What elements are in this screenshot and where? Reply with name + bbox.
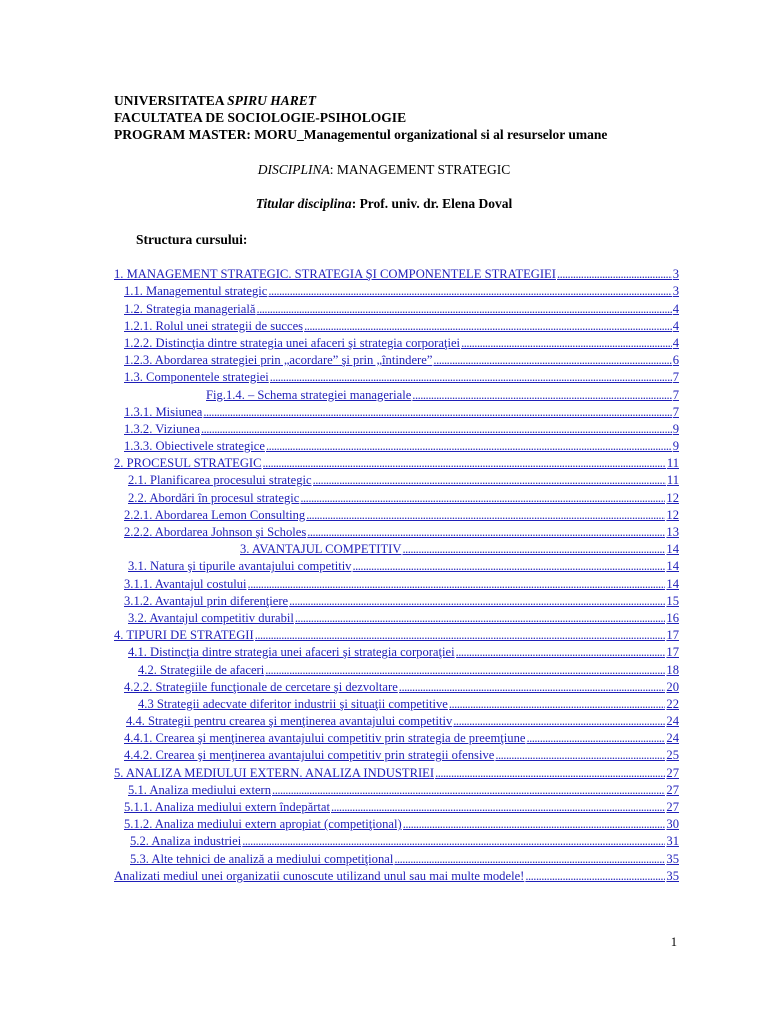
toc-dot-leader <box>453 714 665 728</box>
toc-dot-leader <box>304 319 672 333</box>
toc-dot-leader <box>256 302 671 316</box>
toc-entry-page[interactable]: 12 <box>666 490 679 505</box>
toc-entry-title[interactable]: 1.2. Strategia managerială <box>124 301 256 316</box>
toc-entry[interactable] <box>114 694 679 711</box>
program-line: PROGRAM MASTER: MORU_Managementul organizational si al resurselor umane <box>114 127 608 142</box>
toc-entry-title[interactable]: 5.2. Analiza industriei <box>130 834 242 849</box>
toc-entry-page[interactable]: 17 <box>666 628 679 643</box>
toc-entry[interactable] <box>114 487 679 504</box>
toc-entry-title[interactable]: 2.2.2. Abordarea Johnson şi Scholes <box>124 525 307 539</box>
toc-dot-leader <box>402 542 665 556</box>
toc-entry[interactable] <box>114 848 679 865</box>
university-name: SPIRU HARET <box>227 93 317 108</box>
discipline-name: MANAGEMENT STRATEGIC <box>336 162 511 177</box>
toc-entry[interactable] <box>114 745 679 762</box>
toc-entry-title[interactable]: 1.2.2. Distincţia dintre strategia unei afaceri şi strategia corporaţiei <box>124 335 461 350</box>
toc-dot-leader <box>331 800 665 814</box>
toc-entry-title[interactable]: 1.3.2. Viziunea <box>124 421 200 436</box>
toc-dot-leader <box>403 817 666 831</box>
toc-dot-leader <box>352 559 665 573</box>
toc-entry-page[interactable]: 7 <box>672 387 679 402</box>
toc-dot-leader <box>295 611 666 625</box>
toc-entry-page[interactable]: 11 <box>666 456 679 471</box>
toc-entry[interactable] <box>114 659 679 676</box>
toc-dot-leader <box>265 663 665 677</box>
toc-dot-leader <box>266 439 672 453</box>
toc-dot-leader <box>300 491 665 505</box>
toc-entry-page[interactable]: 13 <box>666 525 679 539</box>
toc-entry-title[interactable]: Fig.1.4. – Schema strategiei manageriale <box>206 387 412 402</box>
toc-entry-title[interactable]: 1.3.1. Misiunea <box>124 404 203 419</box>
toc-entry-page[interactable]: 7 <box>672 404 679 419</box>
toc-entry[interactable] <box>114 642 679 659</box>
toc-entry-page[interactable]: 14 <box>666 559 679 574</box>
university-prefix: UNIVERSITATEA <box>114 93 228 108</box>
toc-dot-leader <box>289 594 665 608</box>
toc-entry-title[interactable]: 3.1.1. Avantajul costului <box>124 576 247 591</box>
toc-entry[interactable] <box>114 866 679 883</box>
toc-entry-page[interactable]: 9 <box>672 439 679 454</box>
toc-entry[interactable] <box>114 573 679 590</box>
toc-entry-page[interactable]: 31 <box>666 834 679 849</box>
toc-entry-title[interactable]: 1.1. Managementul strategic <box>124 284 268 299</box>
titular-label: Titular disciplina <box>255 196 352 211</box>
toc-dot-leader <box>525 869 665 883</box>
toc-dot-leader <box>412 388 671 402</box>
toc-entry[interactable] <box>114 556 679 573</box>
toc-entry[interactable] <box>114 762 679 779</box>
toc-entry-title[interactable]: 4.2.2. Strategiile funcţionale de cercetare şi dezvoltare <box>124 679 398 694</box>
toc-dot-leader <box>201 422 672 436</box>
toc-entry-title[interactable]: 1.2.1. Rolul unei strategii de succes <box>124 318 304 333</box>
toc-entry-page[interactable]: 15 <box>666 593 679 608</box>
toc-entry-page[interactable]: 35 <box>666 851 679 866</box>
toc-entry[interactable] <box>114 522 679 539</box>
toc-dot-leader <box>263 456 666 470</box>
toc-entry[interactable] <box>114 677 679 694</box>
toc-entry-page[interactable]: 6 <box>672 353 679 368</box>
toc-entry[interactable] <box>114 470 679 487</box>
toc-entry-page[interactable]: 24 <box>666 714 679 729</box>
toc-entry-page[interactable]: 7 <box>672 370 679 385</box>
structure-heading: Structura cursului: <box>136 232 248 247</box>
toc-entry-title[interactable]: 4.4.1. Crearea şi menţinerea avantajului competitiv prin strategia de preemţiune <box>124 731 526 746</box>
toc-entry-page[interactable]: 22 <box>666 696 679 711</box>
toc-entry[interactable] <box>114 384 679 401</box>
toc-entry-title[interactable]: 1.3. Componentele strategiei <box>124 370 269 385</box>
toc-entry[interactable] <box>114 264 679 281</box>
toc-entry-page[interactable]: 12 <box>666 507 679 522</box>
toc-entry[interactable] <box>114 505 679 522</box>
toc-entry-page[interactable]: 11 <box>666 473 679 488</box>
toc-entry[interactable] <box>114 591 679 608</box>
toc-dot-leader <box>461 336 672 350</box>
toc-entry-title[interactable]: 2.2.1. Abordarea Lemon Consulting <box>124 507 306 522</box>
toc-entry-page[interactable]: 27 <box>666 800 679 814</box>
toc-entry-title[interactable]: 5.1. Analiza mediului extern <box>128 782 272 797</box>
toc-dot-leader <box>242 834 665 848</box>
titular-name: Prof. univ. dr. Elena Doval <box>359 196 513 211</box>
toc-entry-title[interactable]: 1. MANAGEMENT STRATEGIC. STRATEGIA ŞI COMPONENTELE STRATEGIEI <box>114 267 556 282</box>
toc-entry[interactable] <box>114 831 679 848</box>
toc-dot-leader <box>255 628 666 642</box>
toc-entry[interactable] <box>114 298 679 315</box>
toc-dot-leader <box>394 852 665 866</box>
toc-entry-title[interactable]: 5.1.2. Analiza mediului extern apropiat (competiţional) <box>124 817 402 832</box>
toc-entry-title[interactable]: 5.1.1. Analiza mediului extern îndepărtat <box>124 800 330 814</box>
toc-dot-leader <box>456 645 666 659</box>
toc-entry-page[interactable]: 20 <box>666 679 679 694</box>
toc-entry-page[interactable]: 35 <box>666 868 679 883</box>
toc-dot-leader <box>307 525 665 539</box>
toc-entry[interactable] <box>114 281 679 298</box>
toc-entry-title[interactable]: 3. AVANTAJUL COMPETITIV <box>240 542 402 557</box>
toc-entry-page[interactable]: 14 <box>666 542 679 557</box>
toc-entry-page[interactable]: 17 <box>666 645 679 660</box>
toc-entry-page[interactable]: 27 <box>666 782 679 797</box>
toc-entry-page[interactable]: 3 <box>672 284 679 299</box>
toc-entry-page[interactable]: 30 <box>666 817 679 832</box>
toc-entry[interactable] <box>114 608 679 625</box>
toc-entry-page[interactable]: 27 <box>666 765 679 780</box>
toc-dot-leader <box>495 748 665 762</box>
toc-dot-leader <box>313 473 666 487</box>
toc-dot-leader <box>435 766 665 780</box>
toc-entry-title[interactable]: 4. TIPURI DE STRATEGII <box>114 628 254 643</box>
page-number: 1 <box>670 935 677 949</box>
toc-entry-title[interactable]: 3.1.2. Avantajul prin diferenţiere <box>124 593 289 608</box>
toc-entry-title[interactable]: 3.2. Avantajul competitiv durabil <box>128 610 294 625</box>
toc-dot-leader <box>272 783 665 797</box>
toc-dot-leader <box>526 731 665 745</box>
university-line <box>114 92 316 109</box>
toc-entry-page[interactable]: 16 <box>666 610 679 625</box>
discipline-label: DISCIPLINA <box>257 162 330 177</box>
toc-entry-title[interactable]: 2.2. Abordări în procesul strategic <box>128 490 300 505</box>
toc-entry[interactable] <box>114 728 679 745</box>
toc-entry[interactable] <box>114 436 679 453</box>
toc-entry-title[interactable]: Analizati mediul unei organizatii cunoscute utilizand unul sau mai multe modele! <box>114 868 525 883</box>
toc-entry-page[interactable]: 3 <box>672 267 679 282</box>
toc-entry[interactable] <box>114 539 679 556</box>
titular-line <box>0 196 768 212</box>
toc-entry[interactable] <box>114 814 679 831</box>
toc-entry-title[interactable]: 4.3 Strategii adecvate diferitor industrii şi situaţii competitive <box>138 696 448 711</box>
toc-entry-page[interactable]: 24 <box>666 731 679 746</box>
toc-entry[interactable] <box>114 419 679 436</box>
toc-entry-page[interactable]: 25 <box>666 748 679 763</box>
table-of-contents <box>114 264 679 883</box>
toc-entry[interactable] <box>114 333 679 350</box>
faculty-line: FACULTATEA DE SOCIOLOGIE-PSIHOLOGIE <box>114 110 407 125</box>
discipline-line <box>0 162 768 178</box>
toc-entry-title[interactable]: 5.3. Alte tehnici de analiză a mediului competiţional <box>130 851 394 866</box>
toc-dot-leader <box>248 577 666 591</box>
toc-entry-title[interactable]: 1.3.3. Obiectivele strategice <box>124 439 265 454</box>
toc-entry[interactable] <box>114 367 679 384</box>
toc-entry[interactable] <box>114 402 679 419</box>
toc-dot-leader <box>433 353 671 367</box>
toc-dot-leader <box>557 267 672 281</box>
toc-entry-title[interactable]: 3.1. Natura şi tipurile avantajului competitiv <box>128 559 352 574</box>
toc-entry-title[interactable]: 2. PROCESUL STRATEGIC <box>114 456 262 471</box>
toc-entry-title[interactable]: 4.2. Strategiile de afaceri <box>138 662 265 677</box>
toc-entry[interactable] <box>114 780 679 797</box>
toc-entry[interactable] <box>114 350 679 367</box>
toc-entry-title[interactable]: 4.4. Strategii pentru crearea şi menţinerea avantajului competitiv <box>126 714 453 729</box>
toc-dot-leader <box>306 508 665 522</box>
toc-dot-leader <box>270 370 672 384</box>
toc-entry-page[interactable]: 4 <box>672 301 679 316</box>
toc-entry[interactable] <box>114 453 679 470</box>
toc-entry-title[interactable]: 4.1. Distincţia dintre strategia unei afaceri şi strategia corporaţiei <box>128 645 455 660</box>
toc-entry-title[interactable]: 2.1. Planificarea procesului strategic <box>128 473 312 488</box>
toc-entry[interactable] <box>114 625 679 642</box>
toc-entry-page[interactable]: 4 <box>672 318 679 333</box>
toc-entry-title[interactable]: 5. ANALIZA MEDIULUI EXTERN. ANALIZA INDUSTRIEI <box>114 765 435 780</box>
toc-entry-title[interactable]: 4.4.2. Crearea şi menţinerea avantajului competitiv prin strategii ofensive <box>124 748 495 763</box>
toc-entry[interactable] <box>114 711 679 728</box>
toc-entry[interactable] <box>114 797 679 814</box>
toc-dot-leader <box>449 697 666 711</box>
toc-dot-leader <box>399 680 666 694</box>
titular-separator: : <box>351 196 360 211</box>
toc-entry-page[interactable]: 4 <box>672 335 679 350</box>
toc-entry-page[interactable]: 18 <box>666 662 679 677</box>
toc-entry[interactable] <box>114 316 679 333</box>
toc-entry-title[interactable]: 1.2.3. Abordarea strategiei prin „acordare” şi prin „întindere” <box>124 353 433 368</box>
toc-entry-page[interactable]: 9 <box>672 421 679 436</box>
toc-dot-leader <box>268 284 671 298</box>
toc-entry-page[interactable]: 14 <box>666 576 679 591</box>
discipline-separator: : <box>329 162 337 177</box>
toc-dot-leader <box>203 405 671 419</box>
